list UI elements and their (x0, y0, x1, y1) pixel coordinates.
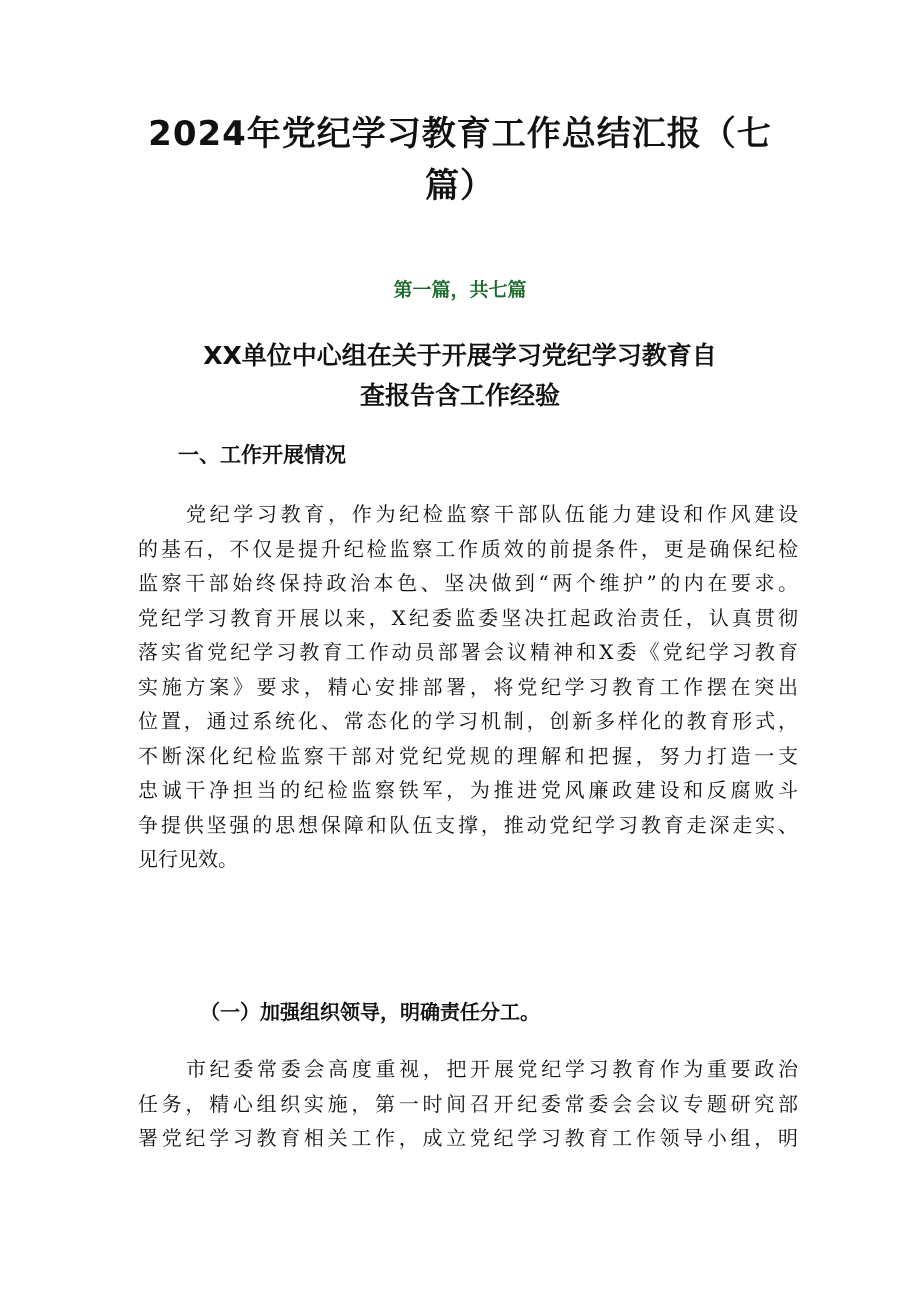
paragraph-line: 不断深化纪检监察干部对党纪党规的理解和把握，努力打造一支 (138, 743, 798, 768)
paragraph-line: 位置，通过系统化、常态化的学习机制，创新多样化的教育形式， (138, 709, 798, 733)
paragraph-line: 党纪学习教育，作为纪检监察干部队伍能力建设和作风建设 (186, 502, 798, 526)
paragraph-line: 党纪学习教育开展以来，X纪委监委坚决扛起政治责任，认真贯彻 (138, 605, 798, 630)
document-title-line: 2024年党纪学习教育工作总结汇报（七 (148, 114, 772, 154)
document-title-line: 篇） (425, 166, 495, 206)
section-heading: 一、工作开展情况 (178, 443, 346, 467)
paragraph-line: 任务，精心组织实施，第一时间召开纪委常委会会议专题研究部 (138, 1091, 798, 1116)
paragraph-line: 监察干部始终保持政治本色、坚决做到“两个维护”的内在要求。 (138, 571, 798, 595)
body-paragraph (138, 497, 798, 877)
paragraph-line: 忠诚干净担当的纪检监察铁军，为推进党风廉政建设和反腐败斗 (138, 778, 798, 802)
part-label: 第一篇，共七篇 (393, 279, 527, 301)
paragraph-line: 落实省党纪学习教育工作动员部署会议精神和X委《党纪学习教育 (138, 640, 798, 664)
paragraph-line: 实施方案》要求，精心安排部署，将党纪学习教育工作摆在突出 (138, 674, 798, 699)
document-title (140, 108, 780, 212)
paragraph-line: 争提供坚强的思想保障和队伍支撑，推动党纪学习教育走深走实、 (138, 812, 798, 837)
paragraph-line: 署党纪学习教育相关工作，成立党纪学习教育工作领导小组，明 (138, 1126, 798, 1150)
paragraph-line: 见行见效。 (138, 847, 238, 871)
report-title (170, 336, 750, 416)
paragraph-line: 的基石，不仅是提升纪检监察工作质效的前提条件，更是确保纪检 (138, 536, 798, 561)
report-title-line: 查报告含工作经验 (359, 381, 560, 410)
report-title-line: XX单位中心组在关于开展学习党纪学习教育自 (203, 341, 717, 370)
paragraph-line: 市纪委常委会高度重视，把开展党纪学习教育作为重要政治 (186, 1057, 798, 1081)
subheading: （一）加强组织领导，明确责任分工。 (200, 1000, 540, 1024)
body-paragraph (138, 1052, 798, 1156)
